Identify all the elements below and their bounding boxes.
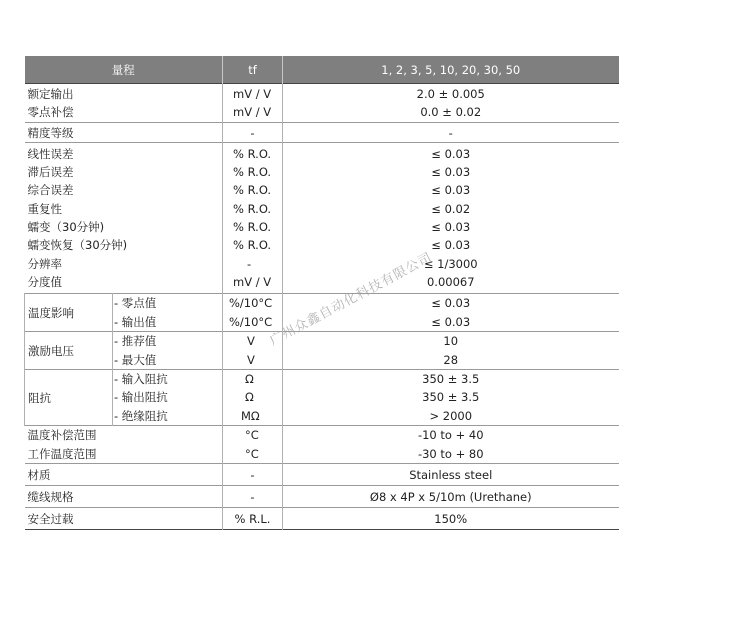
- spec-table: [24, 56, 619, 530]
- output-row: [25, 84, 619, 123]
- capacities-header: 1, 2, 3, 5, 10, 20, 30, 50: [283, 56, 619, 84]
- accuracy-row: [25, 123, 619, 143]
- excitation-sublabels: [113, 332, 223, 370]
- division-label: 分度值: [27, 274, 62, 289]
- hysteresis-label: 滞后误差: [27, 165, 74, 180]
- input-impedance-sublabel: - 输入阻抗: [114, 372, 168, 387]
- excitation-row: [25, 332, 619, 370]
- compensated-range-label: 温度补偿范围: [27, 428, 97, 443]
- temperature-effect-sublabels: [113, 294, 223, 332]
- unit-cell: mV / V: [233, 86, 272, 101]
- recommended-sublabel: - 推荐值: [114, 334, 157, 349]
- unit-cell: MΩ: [241, 408, 260, 423]
- value-cell: ≤ 0.03: [431, 165, 471, 180]
- temperature-range-units: [223, 426, 283, 464]
- unit-cell: -: [250, 489, 255, 504]
- unit-cell: °C: [245, 446, 259, 461]
- output-impedance-sublabel: - 输出阻抗: [114, 390, 168, 405]
- value-cell: ≤ 0.02: [431, 201, 471, 216]
- zero-point-sublabel: - 零点值: [114, 296, 157, 311]
- value-cell: -: [448, 125, 453, 140]
- value-cell: 350 ± 3.5: [422, 372, 480, 387]
- value-cell: ≤ 0.03: [431, 238, 471, 253]
- unit-cell: % R.O.: [233, 238, 272, 253]
- unit-cell: mV / V: [233, 274, 272, 289]
- value-cell: ≤ 0.03: [431, 183, 471, 198]
- unit-cell: V: [247, 352, 255, 367]
- unit-cell: -: [250, 125, 255, 140]
- temperature-effect-label: 温度影响: [25, 294, 113, 332]
- temperature-range-values: [283, 426, 619, 464]
- temperature-range-labels: [25, 426, 223, 464]
- impedance-label: 阻抗: [25, 370, 113, 426]
- repeatability-label: 重复性: [27, 201, 62, 216]
- error-labels: [25, 143, 223, 294]
- impedance-units: [223, 370, 283, 426]
- value-cell: 350 ± 3.5: [422, 390, 480, 405]
- unit-cell: % R.O.: [233, 146, 272, 161]
- value-cell: -10 to + 40: [417, 428, 484, 443]
- unit-header: tf: [223, 56, 283, 84]
- combined-error-label: 综合误差: [27, 183, 74, 198]
- value-cell: > 2000: [429, 408, 473, 423]
- value-cell: ≤ 0.03: [431, 314, 471, 329]
- value-cell: ≤ 0.03: [431, 296, 471, 311]
- value-cell: ≤ 1/3000: [423, 256, 478, 271]
- unit-cell: %/10°C: [229, 314, 273, 329]
- unit-cell: % R.O.: [233, 165, 272, 180]
- unit-cell: % R.O.: [233, 183, 272, 198]
- accuracy-label: 精度等级: [27, 125, 74, 140]
- header-row: [25, 56, 619, 84]
- impedance-row: [25, 370, 619, 426]
- excitation-values: [283, 332, 619, 370]
- creep-recovery-label: 蠕变恢复（30分钟): [27, 238, 128, 253]
- impedance-values: [283, 370, 619, 426]
- output-sublabel: - 输出值: [114, 314, 157, 329]
- value-cell: ≤ 0.03: [431, 146, 471, 161]
- unit-cell: mV / V: [233, 105, 272, 119]
- unit-cell: °C: [245, 428, 259, 443]
- material-row: [25, 464, 619, 486]
- operating-range-label: 工作温度范围: [27, 446, 97, 461]
- value-cell: Stainless steel: [409, 467, 493, 482]
- zero-balance-label: 零点补偿: [27, 105, 74, 119]
- value-cell: -30 to + 80: [417, 446, 484, 461]
- value-cell: 2.0 ± 0.005: [416, 86, 485, 101]
- insulation-sublabel: - 绝缘阻抗: [114, 408, 168, 423]
- unit-cell: -: [250, 467, 255, 482]
- value-cell: 28: [443, 352, 459, 367]
- unit-cell: Ω: [245, 372, 254, 387]
- temperature-effect-units: [223, 294, 283, 332]
- value-cell: 0.00067: [426, 274, 475, 289]
- value-cell: Ø8 x 4P x 5/10m (Urethane): [369, 489, 532, 504]
- output-labels: [25, 84, 223, 123]
- unit-cell: V: [247, 334, 255, 349]
- value-cell: 0.0 ± 0.02: [420, 105, 482, 119]
- unit-cell: % R.O.: [233, 201, 272, 216]
- value-cell: 10: [443, 334, 459, 349]
- cable-label: 缆线规格: [27, 489, 74, 504]
- unit-cell: %/10°C: [229, 296, 273, 311]
- material-label: 材质: [27, 467, 51, 482]
- errors-row: [25, 143, 619, 294]
- unit-cell: % R.L.: [234, 511, 271, 526]
- excitation-label: 激励电压: [25, 332, 113, 370]
- temperature-range-row: [25, 426, 619, 464]
- company-watermark: 广州众鑫自动化科技有限公司: [267, 250, 436, 349]
- cable-row: [25, 486, 619, 508]
- output-units: [223, 84, 283, 123]
- error-units: [223, 143, 283, 294]
- impedance-sublabels: [113, 370, 223, 426]
- linearity-label: 线性误差: [27, 146, 74, 161]
- range-header: 量程: [25, 56, 223, 84]
- resolution-label: 分辨率: [27, 256, 62, 271]
- error-values: [283, 143, 619, 294]
- output-values: [283, 84, 619, 123]
- maximum-sublabel: - 最大值: [114, 352, 157, 367]
- unit-cell: -: [247, 256, 252, 271]
- creep-label: 蠕变（30分钟): [27, 220, 105, 234]
- overload-row: [25, 508, 619, 530]
- unit-cell: Ω: [245, 390, 254, 405]
- value-cell: 150%: [434, 511, 468, 526]
- unit-cell: % R.O.: [233, 220, 272, 234]
- rated-output-label: 额定输出: [27, 86, 74, 101]
- overload-label: 安全过载: [27, 511, 74, 526]
- value-cell: ≤ 0.03: [431, 220, 471, 234]
